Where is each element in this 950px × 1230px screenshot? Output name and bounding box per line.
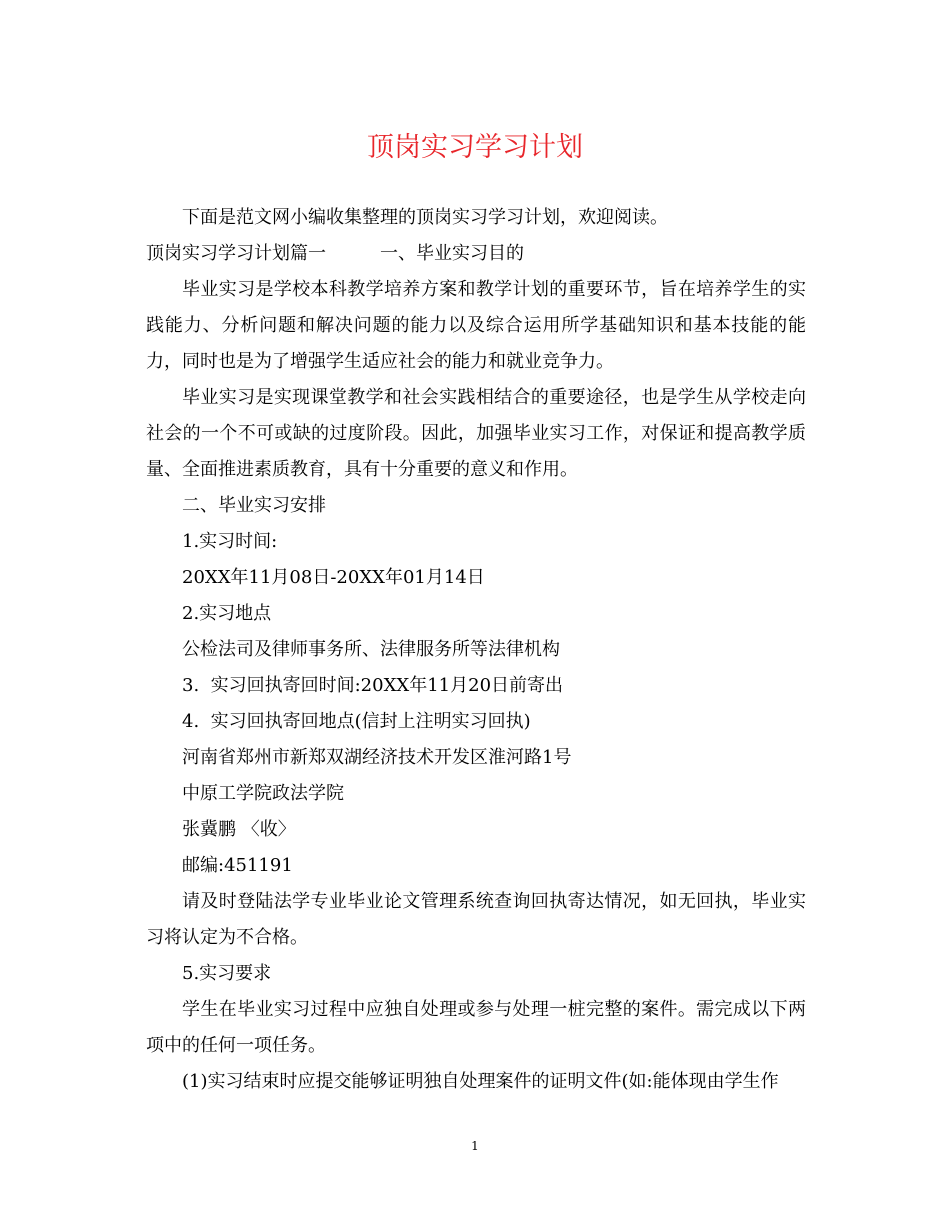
page-number: 1 <box>471 1139 479 1153</box>
document-body <box>146 200 806 1100</box>
paragraph-requirements: 学生在毕业实习过程中应独自处理或参与处理一桩完整的案件。需完成以下两项中的任何一项任务。 <box>146 999 806 1056</box>
paragraph-objective-1: 毕业实习是学校本科教学培养方案和教学计划的重要环节，旨在培养学生的实践能力、分析问题和解决问题的能力以及综合运用所学基础知识和基本技能的能力，同时也是为了增强学生适应社会的能力和就业竞争力。 <box>146 279 806 372</box>
paragraph-requirement-1: (1)实习结束时应提交能够证明独自处理案件的证明文件(如:能体现由学生作 <box>182 1071 779 1092</box>
heading-objective: 一、毕业实习目的 <box>380 243 524 264</box>
paragraph-objective-2: 毕业实习是实现课堂教学和社会实践相结合的重要途径，也是学生从学校走向社会的一个不可或缺的过度阶段。因此，加强毕业实习工作，对保证和提高教学质量、全面推进素质教育，具有十分重要的意义和作用。 <box>146 387 806 480</box>
item-receipt-place: 4. 实习回执寄回地点(信封上注明实习回执) <box>182 711 531 732</box>
item-location-value: 公检法司及律师事务所、法律服务所等法律机构 <box>182 639 560 660</box>
item-time-value: 20XX年11月08日-20XX年01月14日 <box>182 567 485 588</box>
document-title: 顶岗实习学习计划 <box>367 132 583 163</box>
recipient-name: 张冀鹏 〈收〉 <box>182 819 296 840</box>
item-receipt-time: 3. 实习回执寄回时间:20XX年11月20日前寄出 <box>182 675 564 696</box>
postcode: 邮编:451191 <box>182 855 293 876</box>
section-label: 顶岗实习学习计划篇一 <box>146 243 326 264</box>
school-name: 中原工学院政法学院 <box>182 783 344 804</box>
paragraph-receipt-check: 请及时登陆法学专业毕业论文管理系统查询回执寄达情况，如无回执，毕业实习将认定为不合格。 <box>146 891 806 948</box>
intro-paragraph: 下面是范文网小编收集整理的顶岗实习学习计划，欢迎阅读。 <box>182 207 668 228</box>
section-line <box>146 236 806 272</box>
heading-arrangement: 二、毕业实习安排 <box>182 495 326 516</box>
item-requirements-label: 5.实习要求 <box>182 963 272 984</box>
item-time-label: 1.实习时间: <box>182 531 278 552</box>
item-location-label: 2.实习地点 <box>182 603 272 624</box>
address-line: 河南省郑州市新郑双湖经济技术开发区淮河路1号 <box>182 747 572 768</box>
